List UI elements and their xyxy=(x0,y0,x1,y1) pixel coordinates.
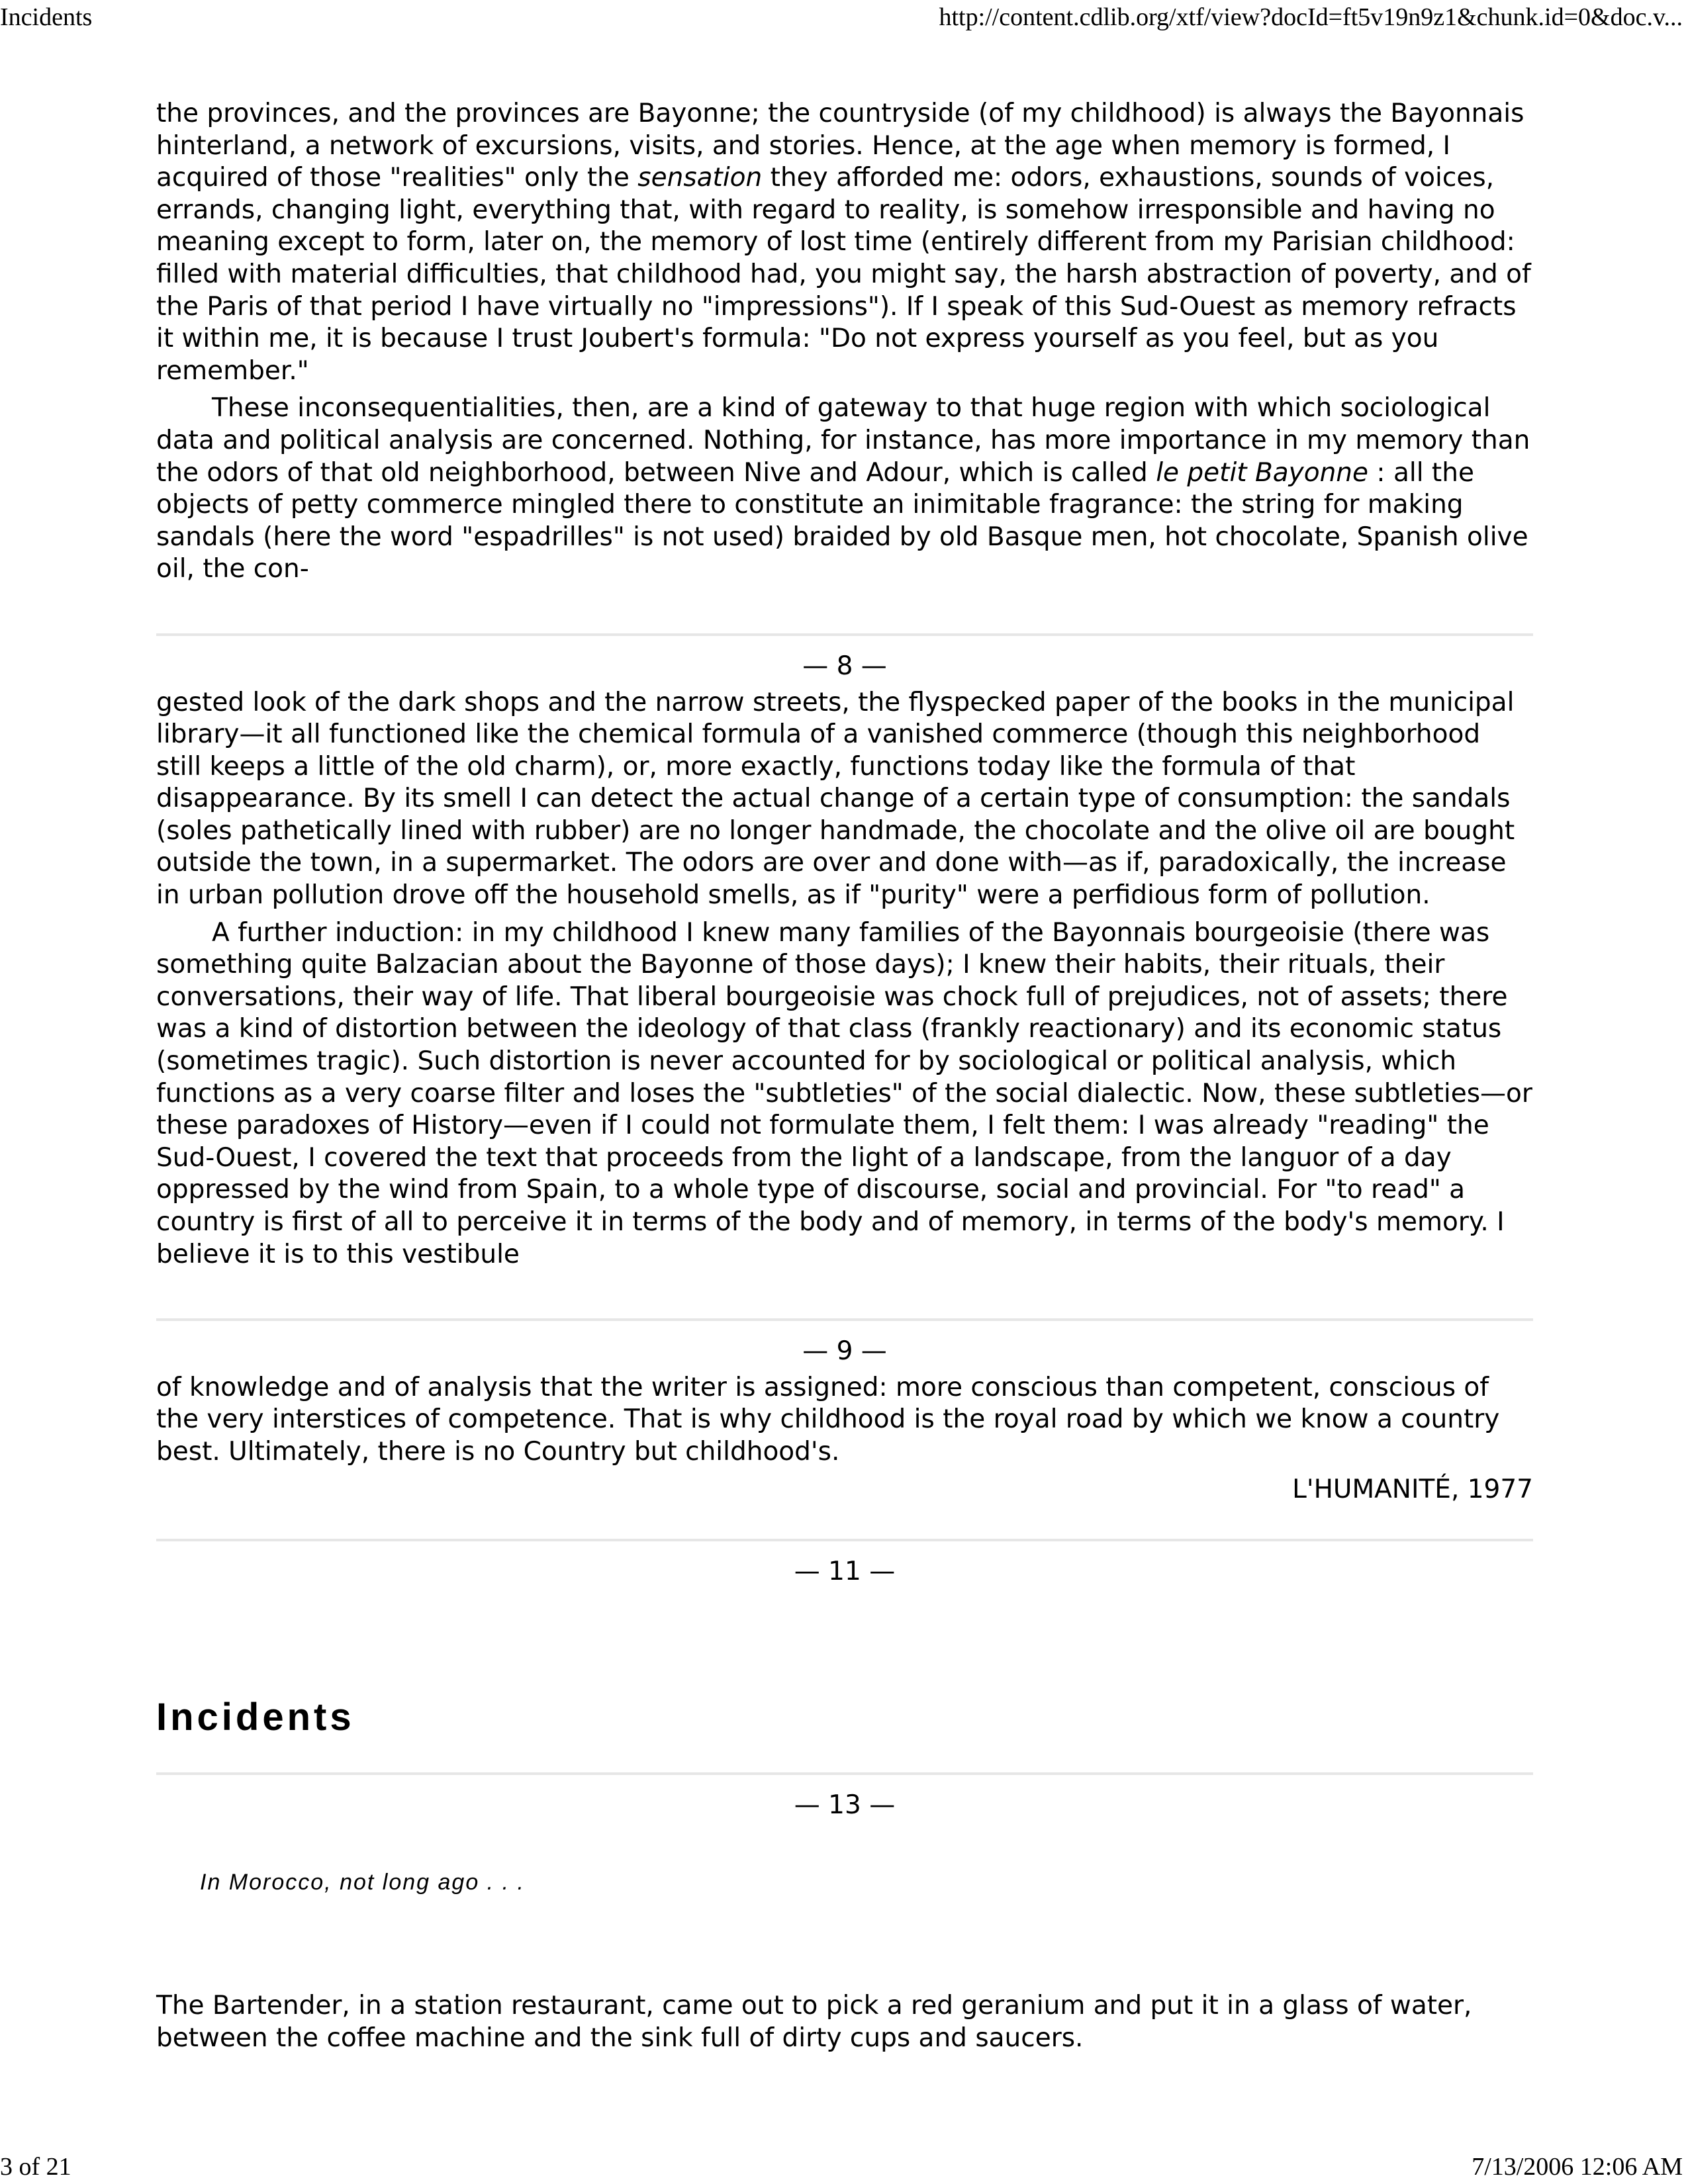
paragraph: the provinces, and the provinces are Bayonne; the countryside (of my childhood) is always the Bayonnais hinterland, a network of excursions, visits, and stories. Hence, at the age when memory is formed, I acquired of those "realities" only the sensation they afforded me: odors, exhaustions, sounds of voices, errands, changing light, everything that, with regard to reality, is somehow irresponsible and having no meaning except to form, later on, the memory of lost time (entirely different from my Parisian childhood: filled with material difficulties, that childhood had, you might say, the harsh abstraction of poverty, and of the Paris of that period I have virtually no "impressions"). If I speak of this Sud-Ouest as memory refracts it within me, it is because I trust Joubert's formula: "Do not express yourself as you feel, but as you remember." xyxy=(156,99,1531,386)
attribution: L'HUMANITÉ, 1977 xyxy=(1292,1474,1533,1504)
print-footer xyxy=(0,2152,1688,2181)
chapter-title: Incidents xyxy=(156,1695,355,1739)
paragraph: of knowledge and of analysis that the writer is assigned: more conscious than competent, conscious of the very interstices of competence. That is why childhood is the royal road by which we know a country best. Ultimately, there is no Country but childhood's. xyxy=(156,1372,1500,1467)
footer-page-count: 3 of 21 xyxy=(0,2153,71,2181)
page-divider xyxy=(156,1539,1533,1541)
page-divider xyxy=(156,1772,1533,1775)
header-url: http://content.cdlib.org/xtf/view?docId=ft5v19n9z1&chunk.id=0&doc.v... xyxy=(939,3,1683,31)
page-number: — 11 — xyxy=(794,1557,896,1587)
emphasis: sensation xyxy=(637,163,763,193)
page-number: — 13 — xyxy=(794,1790,896,1820)
paragraph: A further induction: in my childhood I knew many families of the Bayonnais bourgeoisie (there was something quite Balzacian about the Bayonne of those days); I knew their habits, their rituals, their conversations, their way of life. That liberal bourgeoisie was chock full of prejudices, not of assets; there was a kind of distortion between the ideology of that class (frankly reactionary) and its economic status (sometimes tragic). Such distortion is never accounted for by sociological or political analysis, which functions as a very coarse filter and loses the "subtleties" of the social dialectic. Now, these subtleties—or these paradoxes of History—even if I could not formulate them, I felt them: I was already "reading" the Sud-Ouest, I covered the text that proceeds from the light of a landscape, from the languor of a day oppressed by the wind from Spain, to a whole type of discourse, social and provincial. For "to read" a country is first of all to perceive it in terms of the body and of memory, in terms of the body's memory. I believe it is to this vestibule xyxy=(156,917,1532,1269)
epigraph: In Morocco, not long ago . . . xyxy=(200,1870,525,1895)
document-content xyxy=(156,98,1533,2061)
header-title: Incidents xyxy=(0,3,93,31)
emphasis: le petit Bayonne xyxy=(1156,457,1369,488)
footer-datetime: 7/13/2006 12:06 AM xyxy=(1472,2153,1683,2181)
paragraph: The Bartender, in a station restaurant, came out to pick a red geranium and put it in a glass of water, between the coffee machine and the sink full of dirty cups and saucers. xyxy=(156,1990,1472,2053)
paragraph: These inconsequentialities, then, are a kind of gateway to that huge region with which sociological data and political analysis are concerned. Nothing, for instance, has more importance in my memory than the odors of that old neighborhood, between Nive and Adour, which is called le petit Bayonne : all the objects of petty commerce mingled there to constitute an inimitable fragrance: the string for making sandals (here the word "espadrilles" is not used) braided by old Basque men, hot chocolate, Spanish olive oil, the con- xyxy=(156,393,1530,584)
page-divider xyxy=(156,633,1533,636)
print-header xyxy=(0,3,1688,32)
page-divider xyxy=(156,1318,1533,1321)
paragraph: gested look of the dark shops and the narrow streets, the flyspecked paper of the books in the municipal library—it all functioned like the chemical formula of a vanished commerce (though this neighborhood still keeps a little of the old charm), or, more exactly, functions today like the formula of that disappearance. By its smell I can detect the actual change of a certain type of consumption: the sandals (soles pathetically lined with rubber) are no longer handmade, the chocolate and the olive oil are bought outside the town, in a supermarket. The odors are over and done with—as if, paradoxically, the increase in urban pollution drove off the household smells, as if "purity" were a perfidious form of pollution. xyxy=(156,687,1515,911)
page-number: — 9 — xyxy=(802,1336,887,1367)
page-number: — 8 — xyxy=(802,651,887,681)
